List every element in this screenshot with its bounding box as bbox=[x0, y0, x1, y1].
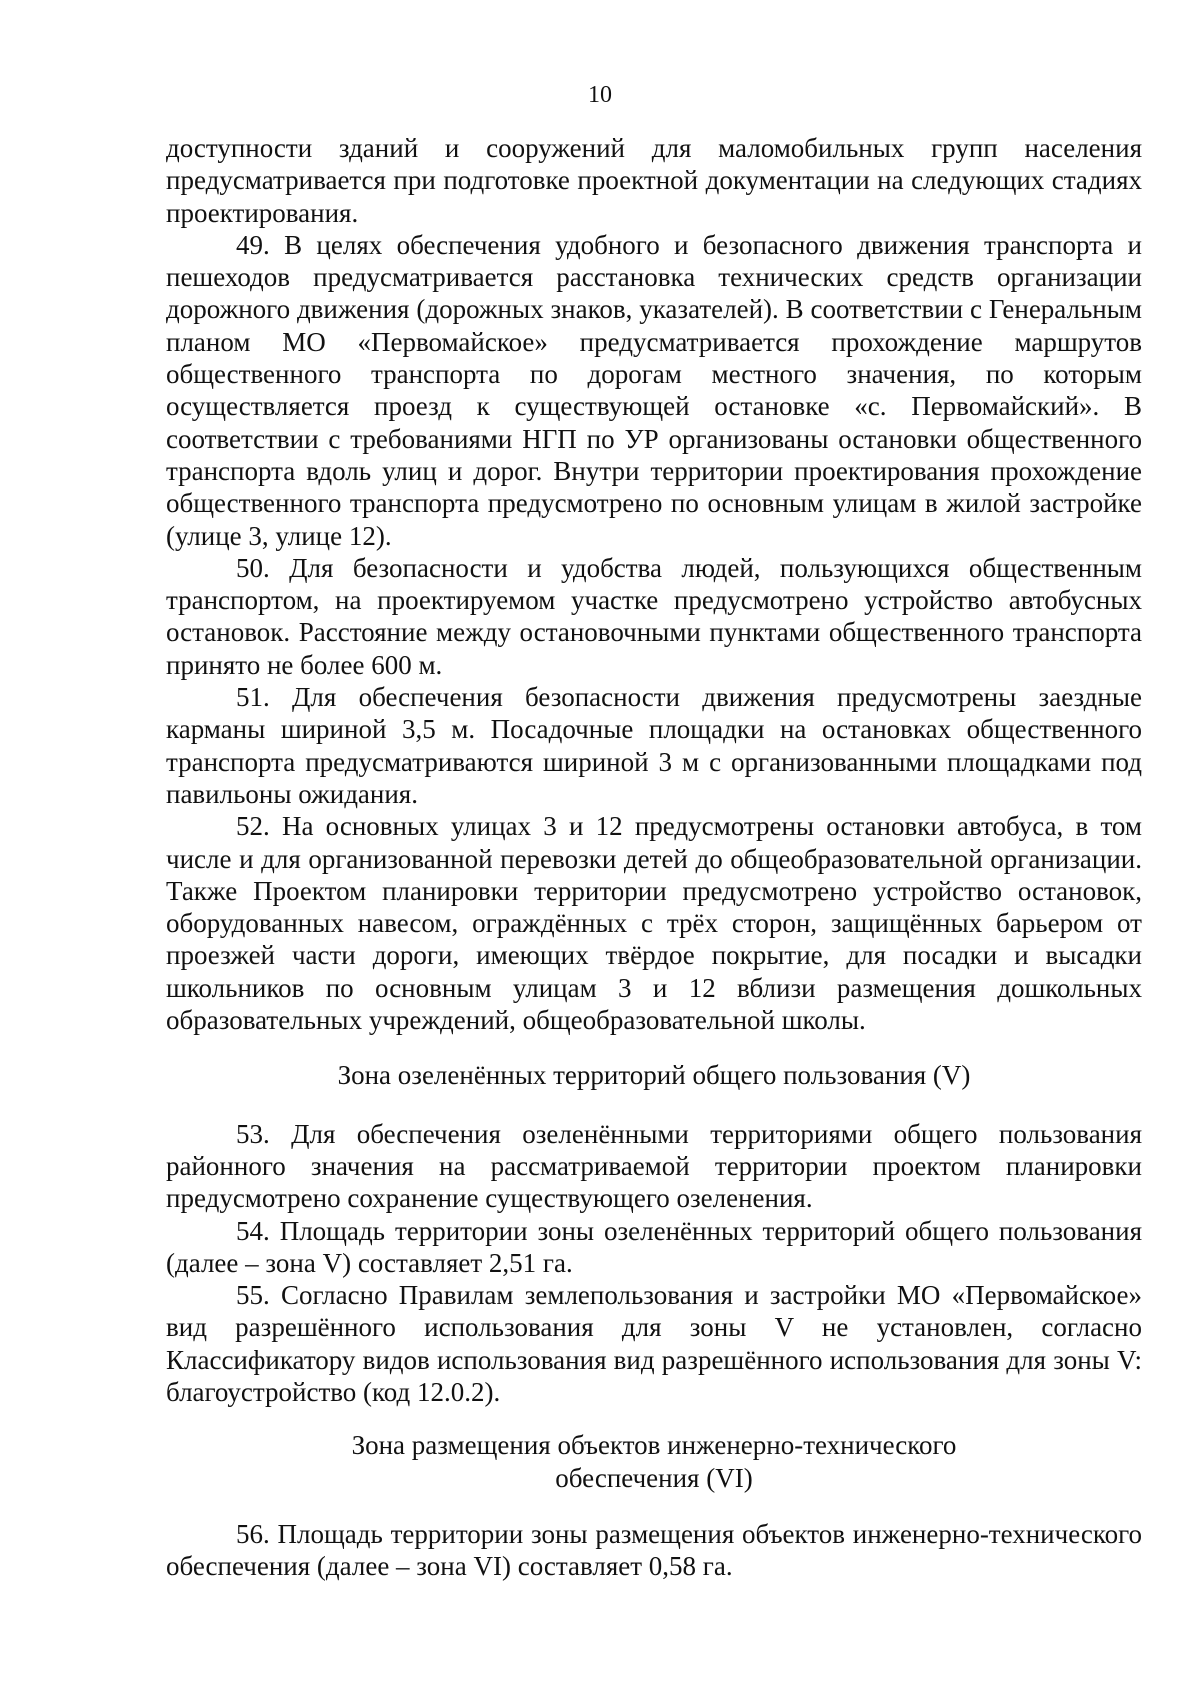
section-heading-zone-vi-line1: Зона размещения объектов инженерно-технического bbox=[351, 1430, 957, 1461]
paragraph-51: 51. Для обеспечения безопасности движения предусмотрены заездные карманы шириной 3,5 м. Посадочные площадки на остановках общественного транспорта предусматриваются шириной 3 м с организованными площадками под павильоны ожидания. bbox=[166, 682, 1142, 809]
page-number: 10 bbox=[588, 82, 612, 108]
section-heading-zone-vi-line2: обеспечения (VI) bbox=[555, 1462, 753, 1493]
paragraph-55: 55. Согласно Правилам землепользования и застройки МО «Первомайское» вид разрешённого использования для зоны V не установлен, согласно Классификатору видов использования вид разрешённого использования для зоны V: благоустройство (код 12.0.2). bbox=[166, 1280, 1142, 1407]
paragraph-50: 50. Для безопасности и удобства людей, пользующихся общественным транспортом, на проектируемом участке предусмотрено устройство автобусных остановок. Расстояние между остановочными пунктами общественного транспорта принято не более 600 м. bbox=[166, 552, 1142, 680]
paragraph-49: 49. В целях обеспечения удобного и безопасного движения транспорта и пешеходов предусматривается расстановка технических средств организации дорожного движения (дорожных знаков, указателей). В соответствии с Генеральным планом МО «Первомайское» предусматривается прохождение маршрутов общественного транспорта по дорогам местного значения, по которым осуществляется проезд к существующей остановке «с. Первомайский». В соответствии с требованиями НГП по УР организованы остановки общественного транспорта вдоль улиц и дорог. Внутри территории проектирования прохождение общественного транспорта предусмотрено по основным улицам в жилой застройке (улице 3, улице 12). bbox=[166, 229, 1142, 551]
paragraph-56: 56. Площадь территории зоны размещения объектов инженерно-технического обеспечения (далее – зона VI) составляет 0,58 га. bbox=[166, 1518, 1142, 1582]
paragraph-53: 53. Для обеспечения озеленёнными территориями общего пользования районного значения на рассматриваемой территории проектом планировки предусмотрено сохранение существующего озеленения. bbox=[166, 1118, 1142, 1214]
paragraph-52: 52. На основных улицах 3 и 12 предусмотрены остановки автобуса, в том числе и для организованной перевозки детей до общеобразовательной организации. Также Проектом планировки территории предусмотрено устройство остановок, оборудованных навесом, ограждённых с трёх сторон, защищённых барьером от проезжей части дороги, имеющих твёрдое покрытие, для посадки и высадки школьников по основным улицам 3 и 12 вблизи размещения дошкольных образовательных учреждений, общеобразовательной школы. bbox=[166, 811, 1142, 1036]
document-body bbox=[166, 132, 1142, 1582]
section-heading-zone-vi bbox=[166, 1429, 1142, 1494]
paragraph-54: 54. Площадь территории зоны озеленённых территорий общего пользования (далее – зона V) составляет 2,51 га. bbox=[166, 1215, 1142, 1278]
section-heading-zone-v: Зона озеленённых территорий общего пользования (V) bbox=[337, 1060, 971, 1091]
paragraph-continuation: доступности зданий и сооружений для маломобильных групп населения предусматривается при подготовке проектной документации на следующих стадиях проектирования. bbox=[166, 133, 1142, 228]
